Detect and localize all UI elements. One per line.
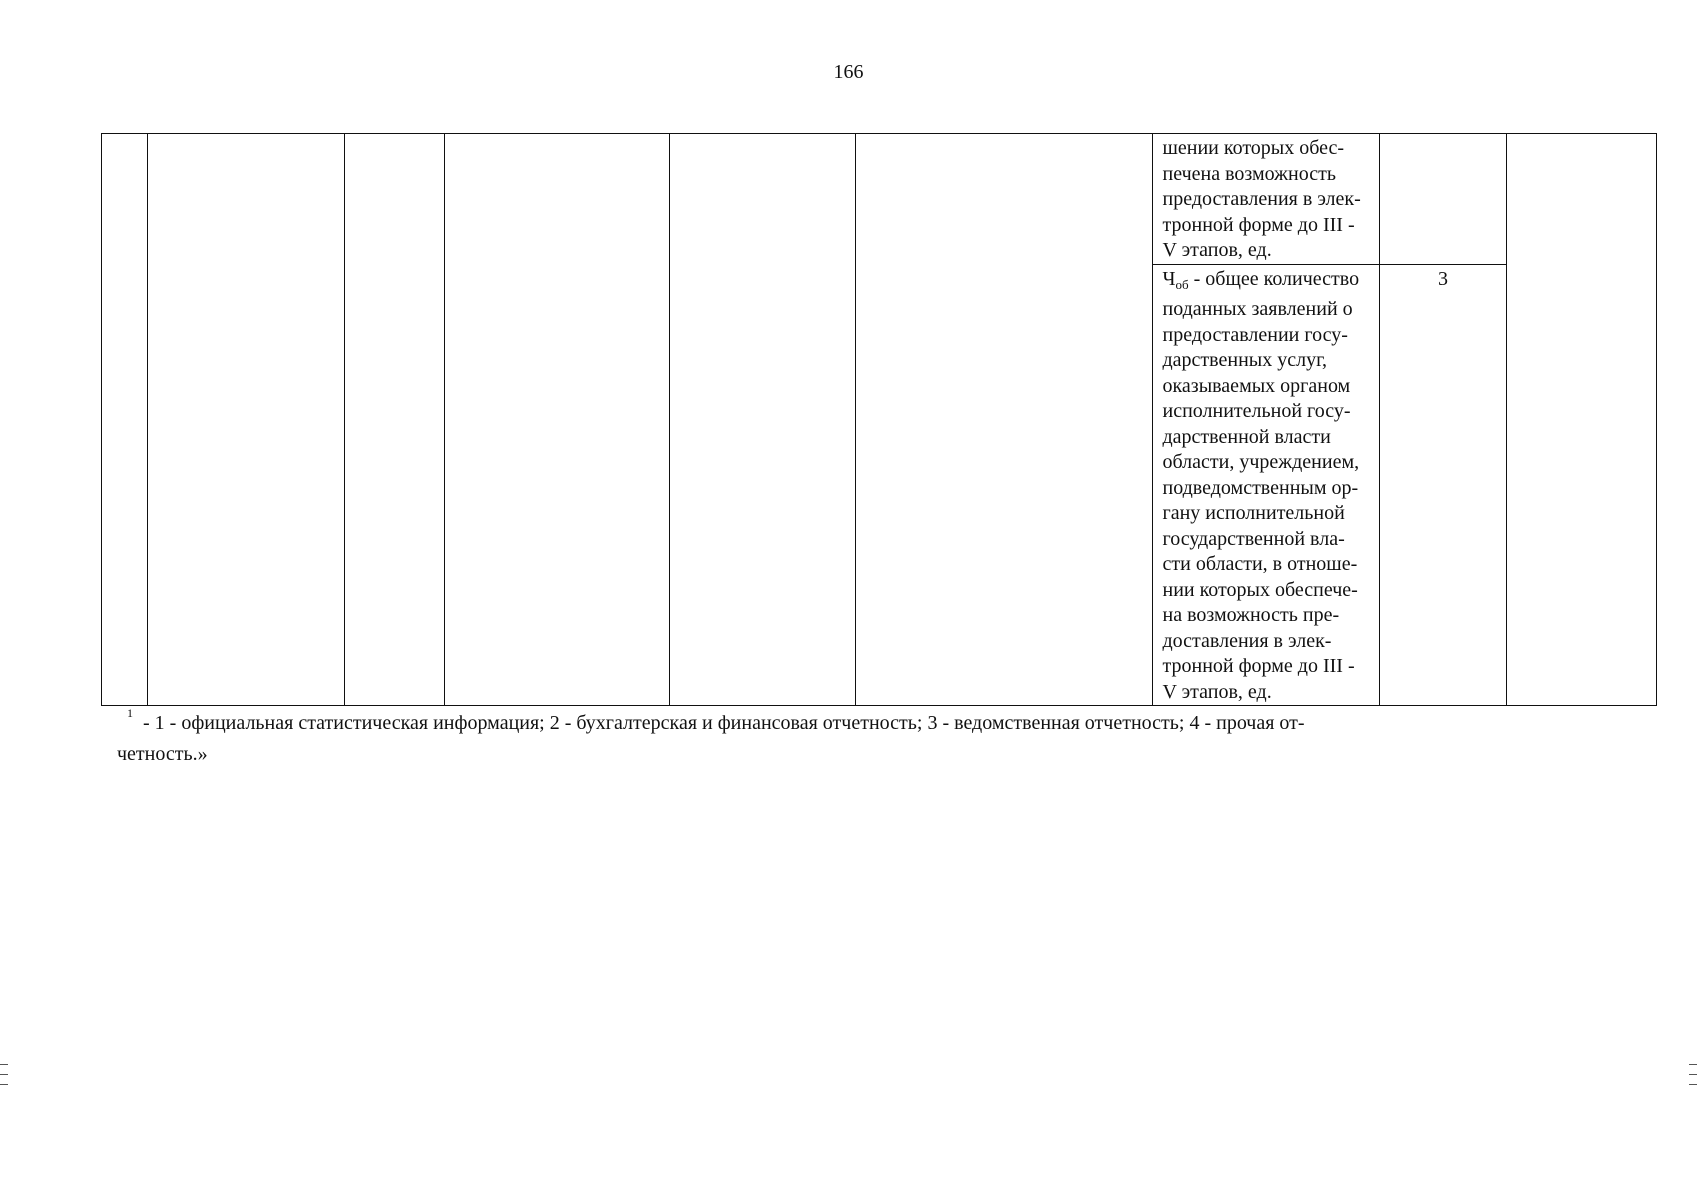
symbol-subscript: об: [1175, 276, 1189, 292]
cell-periodicity: [670, 134, 856, 706]
cell-definition: [445, 134, 670, 706]
text-line: области, учреждением,: [1162, 451, 1360, 473]
cell-number: [102, 134, 148, 706]
text-line: тронной форме до III -: [1162, 213, 1355, 236]
footnote-line: четность.»: [117, 743, 208, 765]
text-line: подведомственным ор-: [1162, 476, 1359, 499]
text-line: предоставления в элек-: [1162, 188, 1361, 210]
table-row: [102, 134, 1657, 265]
cell-indicator-name: [148, 134, 345, 706]
text-line: на возможность пре-: [1162, 604, 1340, 626]
text-line: [1163, 267, 1378, 298]
text-line: нии которых обеспече-: [1162, 578, 1358, 601]
cell-source: 3: [1380, 264, 1507, 706]
cell-basic-indicator: [1161, 264, 1380, 706]
footnote-line: [117, 698, 1577, 739]
text-line: предоставлении госу-: [1162, 323, 1348, 346]
cell-formula: [856, 134, 1153, 706]
scan-mark: [1689, 1084, 1697, 1085]
text-line: гану исполнительной: [1162, 502, 1345, 524]
text-line: поданных заявлений о: [1162, 298, 1353, 320]
page-number: 166: [833, 61, 864, 83]
footnote-marker: 1: [127, 706, 133, 720]
text-line: исполнительной госу-: [1162, 400, 1351, 422]
scan-mark: [0, 1074, 8, 1075]
scan-mark: [0, 1064, 8, 1065]
text-line: дарственной власти: [1162, 425, 1331, 448]
cell-responsible: [1507, 134, 1657, 706]
symbol: Ч: [1162, 267, 1176, 290]
text-line: дарственных услуг,: [1162, 349, 1328, 371]
cell-spacer: [1153, 264, 1161, 706]
text-line: шении которых обес-: [1162, 137, 1345, 159]
text-line: V этапов, ед.: [1162, 239, 1272, 261]
text-line: оказываемых органом: [1162, 374, 1351, 397]
text-line: V этапов, ед.: [1162, 680, 1272, 703]
text-line: сти области, в отноше-: [1162, 553, 1358, 575]
footnote: [117, 698, 1577, 770]
scan-mark: [1689, 1064, 1697, 1065]
cell-spacer: [1153, 134, 1161, 265]
footnote-text: - 1 - официальная статистическая информация; 2 - бухгалтерская и финансовая отчетность; 3 - ведомственная отчетность; 4 - прочая от-: [143, 712, 1305, 734]
scan-mark: [1689, 1074, 1697, 1075]
text-fragment: - общее количество: [1188, 267, 1360, 290]
cell-unit: [345, 134, 445, 706]
indicator-table: [101, 133, 1657, 706]
text-line: печена возможность: [1162, 162, 1336, 185]
text-line: тронной форме до III -: [1162, 655, 1355, 677]
cell-basic-indicator: [1161, 134, 1380, 265]
text-line: доставления в элек-: [1162, 629, 1332, 652]
scan-mark: [0, 1084, 8, 1085]
cell-source: [1380, 134, 1507, 265]
text-line: государственной вла-: [1162, 527, 1345, 550]
